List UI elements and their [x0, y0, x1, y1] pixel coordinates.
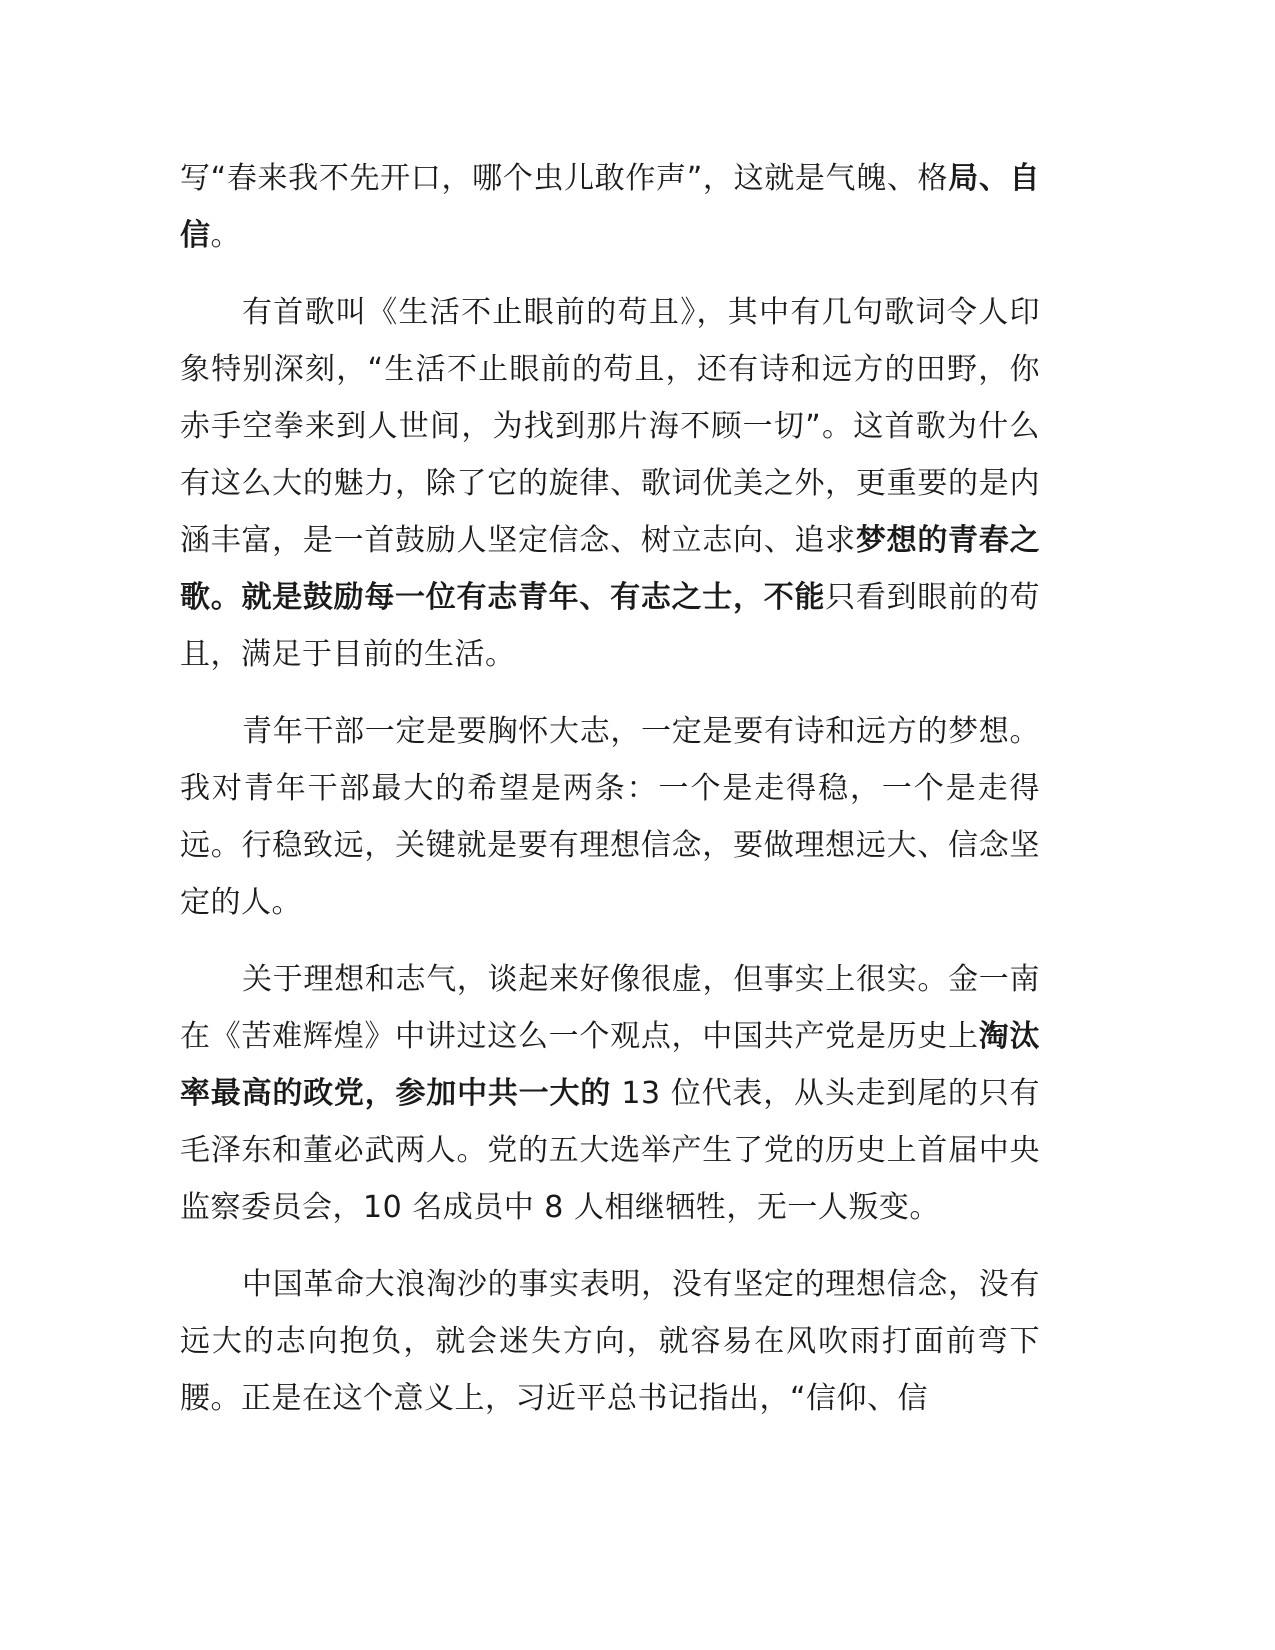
paragraph-1-bold: 局、自信 — [180, 161, 1041, 253]
paragraph-4 — [180, 951, 1040, 1236]
paragraph-1 — [180, 150, 1040, 264]
paragraph-5-text: 中国革命大浪淘沙的事实表明，没有坚定的理想信念，没有远大的志向抱负，就会迷失方向，就容易在风吹雨打面前弯下腰。正是在这个意义上，习近平总书记指出，“信仰、信 — [180, 1267, 1040, 1416]
paragraph-2-bold: 梦想的青春之歌。就是鼓励每一位有志青年、有志之士，不能 — [180, 523, 1041, 615]
paragraph-4-end: 13 位代表，从头走到尾的只有毛泽东和董必武两人。党的五大选举产生了党的历史上首届中央监察委员会，10 名成员中 8 人相继牺牲，无一人叛变。 — [180, 1076, 1041, 1225]
document-page — [180, 150, 1040, 1447]
paragraph-1-text: 写“春来我不先开口，哪个虫儿敢作声”，这就是气魄、格 — [180, 161, 949, 196]
paragraph-1-end: 。 — [210, 218, 241, 253]
paragraph-3 — [180, 703, 1040, 931]
paragraph-2-text: 有首歌叫《生活不止眼前的苟且》，其中有几句歌词令人印象特别深刻，“生活不止眼前的苟且，还有诗和远方的田野，你赤手空拳来到人世间，为找到那片海不顾一切”。这首歌为什么有这么大的魅力，除了它的旋律、歌词优美之外，更重要的是内涵丰富，是一首鼓励人坚定信念、树立志向、追求 — [180, 295, 1040, 558]
paragraph-4-bold: 淘汰率最高的政党，参加中共一大的 — [180, 1019, 1041, 1111]
paragraph-2-end: 只看到眼前的苟且，满足于目前的生活。 — [180, 580, 1041, 672]
paragraph-4-text: 关于理想和志气，谈起来好像很虚，但事实上很实。金一南在《苦难辉煌》中讲过这么一个观点，中国共产党是历史上 — [180, 962, 1040, 1054]
paragraph-3-text: 青年干部一定是要胸怀大志，一定是要有诗和远方的梦想。我对青年干部最大的希望是两条：一个是走得稳，一个是走得远。行稳致远，关键就是要有理想信念，要做理想远大、信念坚定的人。 — [180, 714, 1040, 920]
paragraph-5 — [180, 1256, 1040, 1427]
paragraph-2 — [180, 284, 1040, 683]
